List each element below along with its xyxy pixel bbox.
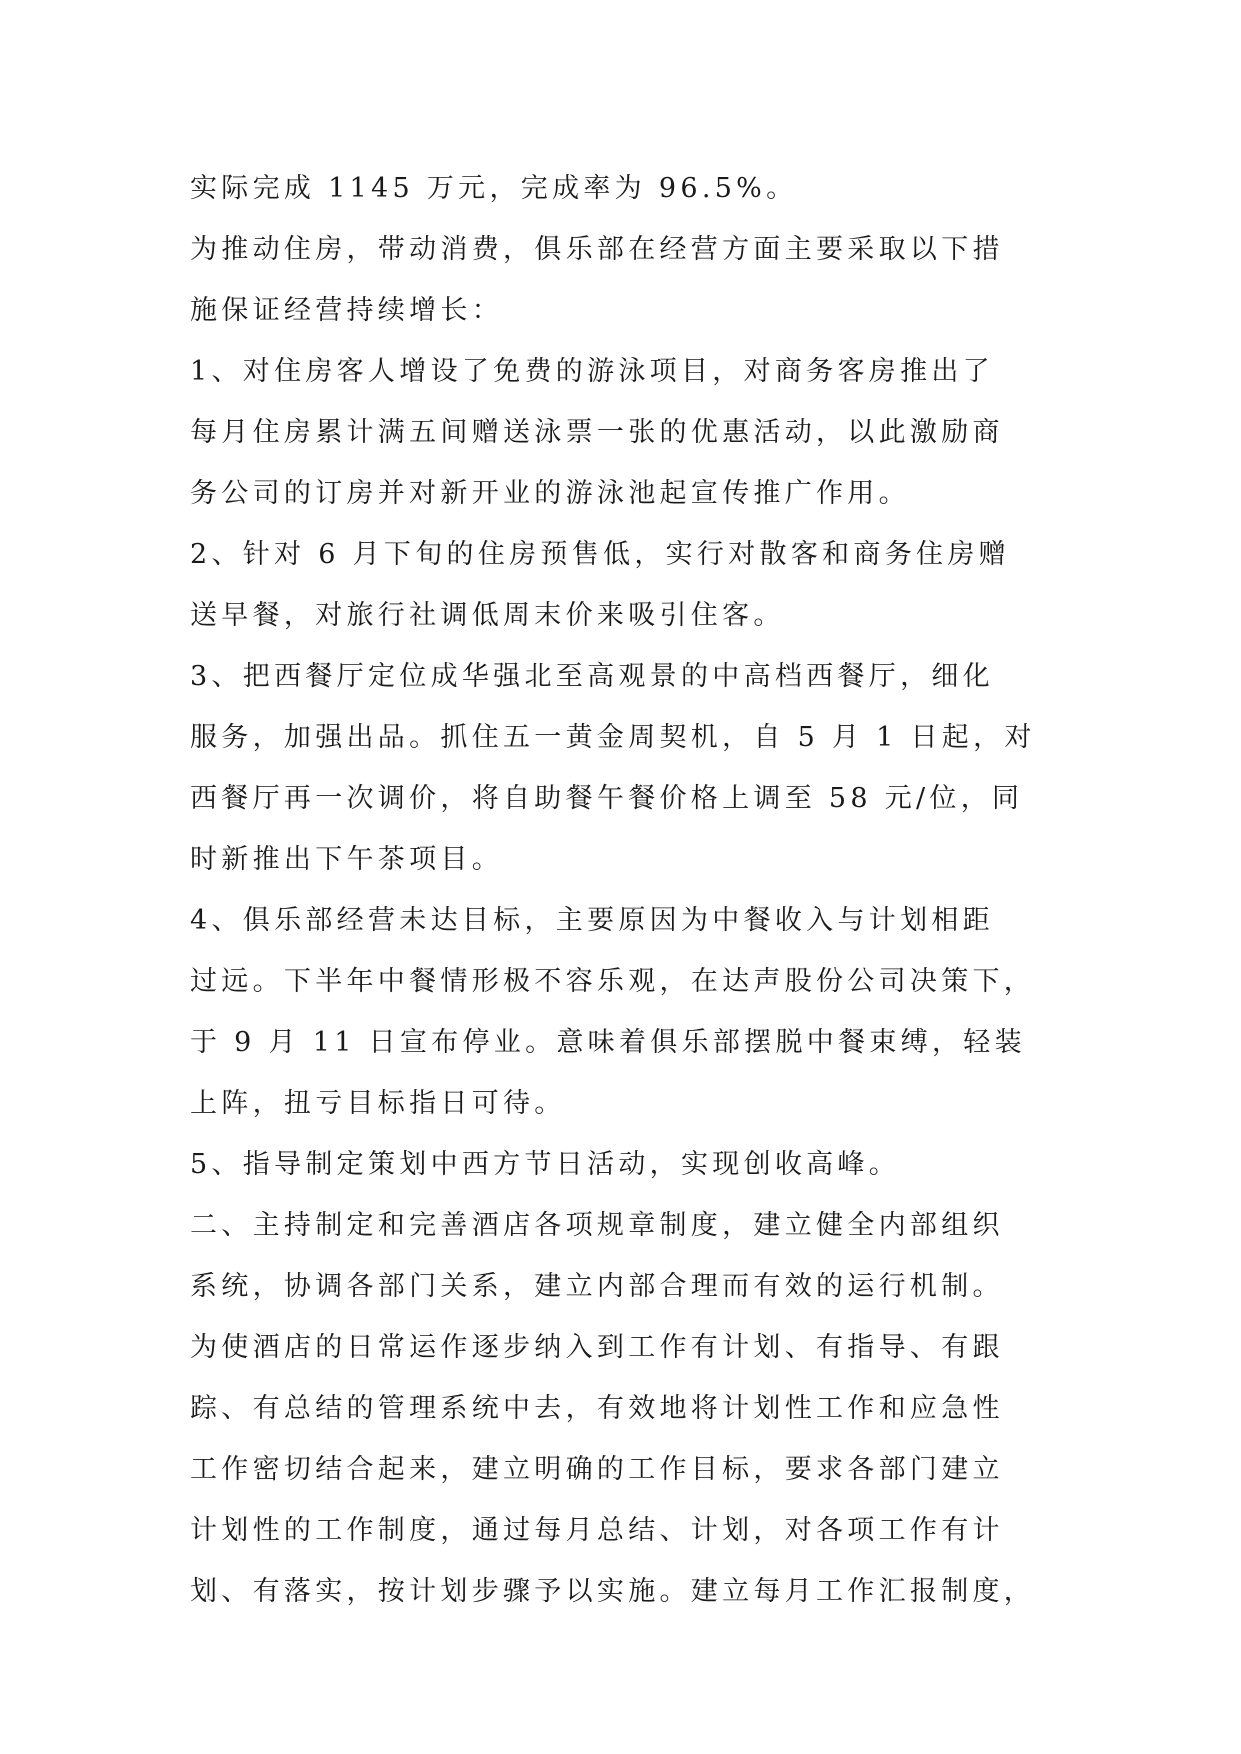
text-line: 2、针对 6 月下旬的住房预售低，实行对散客和商务住房赠 (190, 539, 1010, 570)
text-line: 踪、有总结的管理系统中去，有效地将计划性工作和应急性 (190, 1393, 1004, 1424)
text-line: 系统，协调各部门关系，建立内部合理而有效的运行机制。 (190, 1271, 1004, 1302)
text-line: 4、俱乐部经营未达目标，主要原因为中餐收入与计划相距 (190, 905, 994, 936)
body-text (190, 158, 1070, 1622)
text-line: 于 9 月 11 日宣布停业。意味着俱乐部摆脱中餐束缚，轻装 (190, 1027, 1026, 1058)
text-line: 西餐厅再一次调价，将自助餐午餐价格上调至 58 元/位，同 (190, 783, 1024, 814)
text-line: 上阵，扭亏目标指日可待。 (190, 1088, 566, 1119)
text-line: 过远。下半年中餐情形极不容乐观，在达声股份公司决策下， (190, 966, 1036, 997)
text-line: 时新推出下午茶项目。 (190, 844, 503, 875)
text-line: 二、主持制定和完善酒店各项规章制度，建立健全内部组织 (190, 1210, 1004, 1241)
text-line: 送早餐，对旅行社调低周末价来吸引住客。 (190, 600, 785, 631)
text-line: 5、指导制定策划中西方节日活动，实现创收高峰。 (190, 1149, 901, 1180)
text-line: 为推动住房，带动消费，俱乐部在经营方面主要采取以下措 (190, 234, 1004, 265)
text-line: 为使酒店的日常运作逐步纳入到工作有计划、有指导、有跟 (190, 1332, 1004, 1363)
text-line: 1、对住房客人增设了免费的游泳项目，对商务客房推出了 (190, 356, 994, 387)
text-line: 务公司的订房并对新开业的游泳池起宣传推广作用。 (190, 478, 910, 509)
text-line: 实际完成 1145 万元，完成率为 96.5%。 (190, 173, 798, 204)
text-line: 服务，加强出品。抓住五一黄金周契机，自 5 月 1 日起，对 (190, 722, 1036, 753)
text-line: 3、把西餐厅定位成华强北至高观景的中高档西餐厅，细化 (190, 661, 994, 692)
text-line: 划、有落实，按计划步骤予以实施。建立每月工作汇报制度， (190, 1576, 1036, 1607)
text-line: 施保证经营持续增长： (190, 295, 503, 326)
text-line: 计划性的工作制度，通过每月总结、计划，对各项工作有计 (190, 1515, 1004, 1546)
text-line: 每月住房累计满五间赠送泳票一张的优惠活动，以此激励商 (190, 417, 1004, 448)
text-line: 工作密切结合起来，建立明确的工作目标，要求各部门建立 (190, 1454, 1004, 1485)
